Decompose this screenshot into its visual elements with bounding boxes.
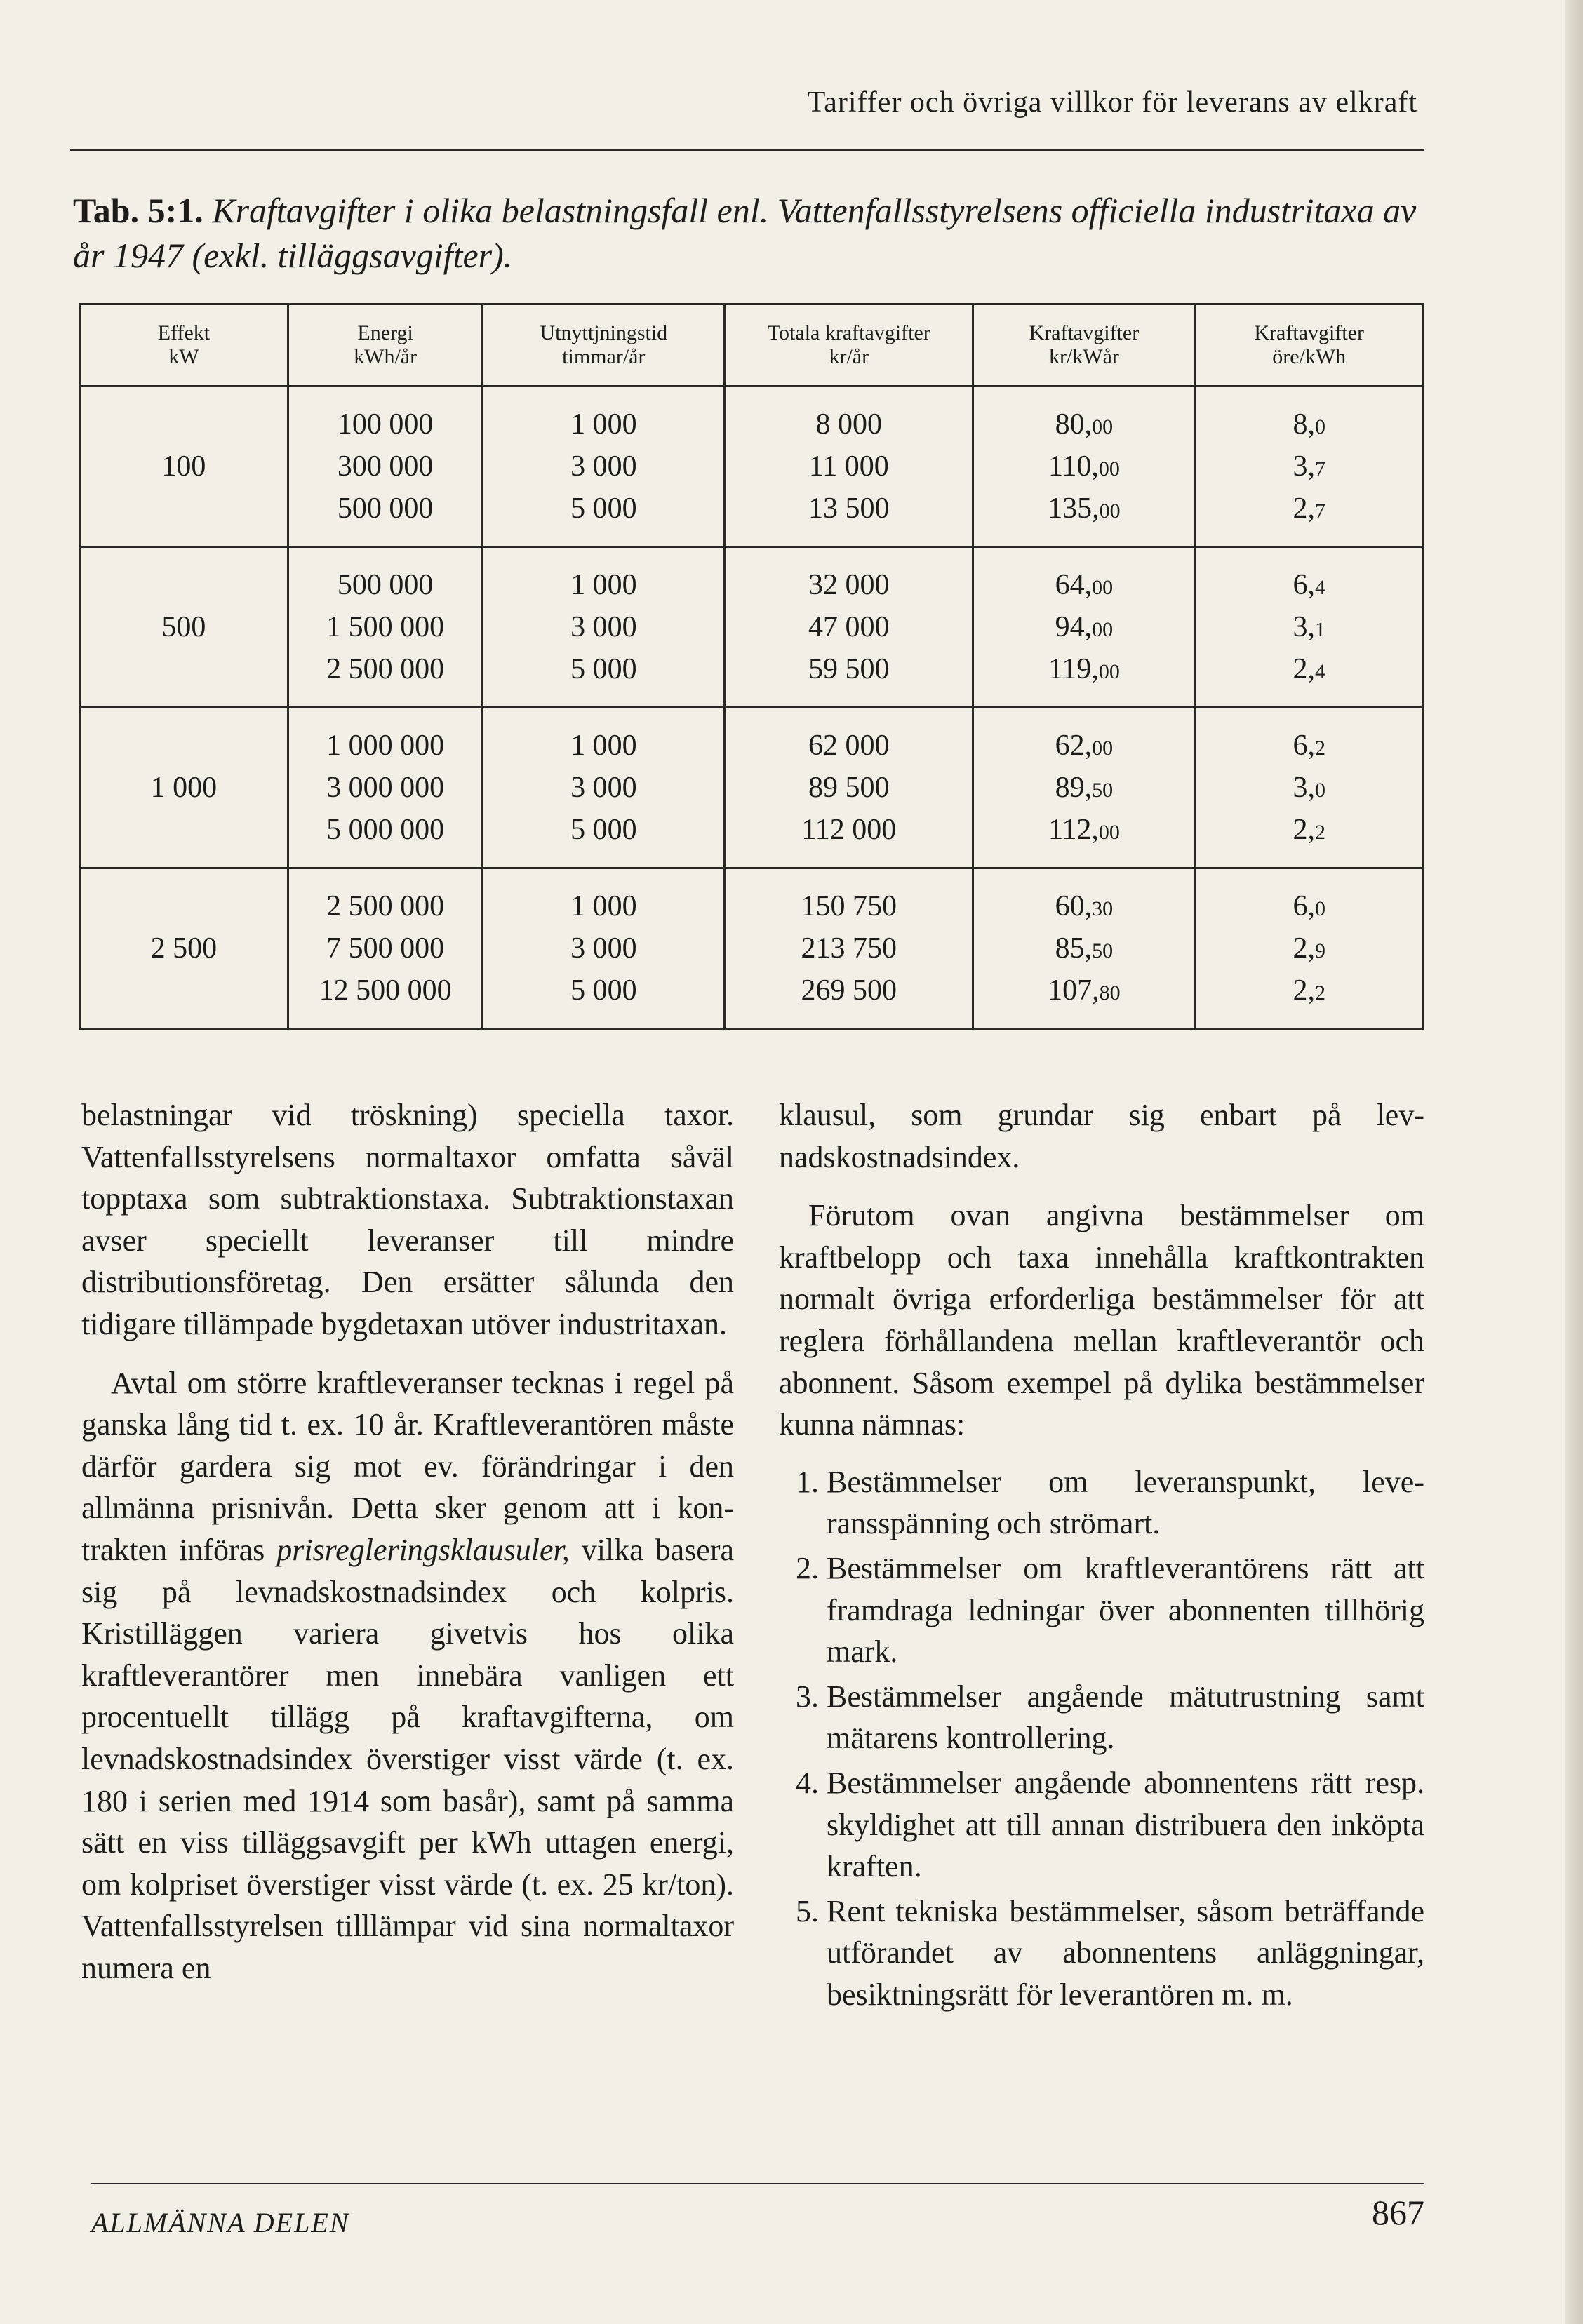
cell-totala: 62 000 89 500 112 000: [725, 708, 973, 868]
cell-tid: 1 000 3 000 5 000: [483, 708, 725, 868]
list-item: 3. Bestämmelser angående mätutrustning samt mätarens kontrollering.: [827, 1676, 1424, 1759]
cell-ore-kwh: 8,0 3,7 2,7: [1195, 387, 1424, 547]
provisions-list: [779, 1461, 1424, 2016]
table-caption: [73, 188, 1427, 278]
table-row-group: [80, 868, 1424, 1029]
header-effekt: Effekt kW: [80, 304, 288, 387]
cell-kr-kwar: 60,30 85,50 107,80: [973, 868, 1195, 1029]
footer-rule: [91, 2183, 1424, 2184]
cell-energi: 2 500 000 7 500 000 12 500 000: [288, 868, 483, 1029]
left-paragraph-1: belastningar vid tröskning) speciella taxor. Vattenfallsstyrelsens normaltaxor omfatta såväl topptaxa som subtraktionstaxa. Subtraktionstaxan avser speciellt leveranser till mindre distributionsföretag. Den ersätter sålunda den tidigare tillämpade bygdetaxan utöver industritaxan.: [81, 1098, 734, 1341]
emphasis-term: prisregleringsklausuler,: [276, 1532, 570, 1567]
right-paragraph-1: klausul, som grundar sig enbart på levnadskostnadsindex.: [779, 1098, 1424, 1174]
cell-ore-kwh: 6,0 2,9 2,2: [1195, 868, 1424, 1029]
right-column: [779, 1094, 1424, 2018]
tariff-table: [79, 303, 1424, 1030]
list-item: 4. Bestämmelser angående abonnentens rätt resp. skyldighet att till annan distribuera den inköpta kraften.: [827, 1762, 1424, 1888]
list-item: 2. Bestämmelser om kraftleverantörens rätt att framdraga ledningar över abonnenten tillhörig mark.: [827, 1547, 1424, 1673]
cell-ore-kwh: 6,4 3,1 2,4: [1195, 547, 1424, 708]
header-rule: [70, 149, 1424, 151]
caption-label: Tab. 5:1.: [73, 191, 203, 230]
cell-effekt: 2 500: [80, 868, 288, 1029]
cell-kr-kwar: 64,00 94,00 119,00: [973, 547, 1195, 708]
table-row-group: [80, 708, 1424, 868]
header-utnyttjningstid: Utnyttjningstid timmar/år: [483, 304, 725, 387]
section-name: ALLMÄNNA DELEN: [91, 2207, 350, 2238]
cell-kr-kwar: 80,00 110,00 135,00: [973, 387, 1195, 547]
caption-title: Kraftavgifter i olika belastningsfall enl. Vattenfallsstyrelsens officiella industritaxa av år 1947 (exkl. tilläggsavgifter).: [73, 191, 1417, 275]
cell-totala: 150 750 213 750 269 500: [725, 868, 973, 1029]
table-row-group: [80, 387, 1424, 547]
cell-tid: 1 000 3 000 5 000: [483, 387, 725, 547]
header-ore-kwh: Kraftavgifter öre/kWh: [1195, 304, 1424, 387]
left-column: [81, 1094, 734, 1989]
header-energi: Energi kWh/år: [288, 304, 483, 387]
page-edge: [1565, 0, 1583, 2324]
cell-totala: 8 000 11 000 13 500: [725, 387, 973, 547]
table-header-row: [80, 304, 1424, 387]
right-paragraph-2: Förutom ovan angivna bestämmelser om kraftbelopp och taxa innehålla kraftkontrakten normalt övriga erforderliga bestämmelser för att reglera förhållandena mellan kraftleverantör och abonnent. Såsom exempel på dylika bestämmelser kunna nämnas:: [779, 1198, 1424, 1442]
cell-ore-kwh: 6,2 3,0 2,2: [1195, 708, 1424, 868]
cell-effekt: 500: [80, 547, 288, 708]
cell-tid: 1 000 3 000 5 000: [483, 868, 725, 1029]
list-item: 5. Rent tekniska bestämmelser, såsom beträffande utförandet av abonnentens anläggningar, besiktningsrätt för leverantören m. m.: [827, 1890, 1424, 2016]
cell-energi: 500 000 1 500 000 2 500 000: [288, 547, 483, 708]
cell-totala: 32 000 47 000 59 500: [725, 547, 973, 708]
running-head: Tariffer och övriga villkor för leverans av elkraft: [807, 86, 1417, 119]
cell-effekt: 100: [80, 387, 288, 547]
cell-tid: 1 000 3 000 5 000: [483, 547, 725, 708]
cell-energi: 1 000 000 3 000 000 5 000 000: [288, 708, 483, 868]
cell-kr-kwar: 62,00 89,50 112,00: [973, 708, 1195, 868]
list-item: 1. Bestämmelser om leveranspunkt, leveransspänning och strömart.: [827, 1461, 1424, 1545]
cell-effekt: 1 000: [80, 708, 288, 868]
header-totala: Totala kraftavgifter kr/år: [725, 304, 973, 387]
page-number: 867: [1372, 2193, 1424, 2232]
table-row-group: [80, 547, 1424, 708]
left-paragraph-2: Avtal om större kraftleveranser tecknas i regel på ganska lång tid t. ex. 10 år. Kraftleverantören måste därför gardera sig mot ev. förändringar i den allmänna prisnivån. Detta sker genom att i kontrakten införas prisregleringsklausuler, vilka basera sig på levnadskostnadsindex och kolpris. Kristilläggen variera givetvis hos olika kraftleverantörer men innebära vanligen ett procentuellt tillägg på kraftavgifterna, om levnadskostnadsindex överstiger visst värde (t. ex. 180 i serien med 1914 som basår), samt på samma sätt en viss tilläggsavgift per kWh uttagen energi, om kolpriset överstiger visst värde (t. ex. 25 kr/ton). Vattenfallsstyrelsen tilllämpar vid sina normaltaxor numera en: [81, 1365, 734, 1985]
cell-energi: 100 000 300 000 500 000: [288, 387, 483, 547]
header-kr-kwar: Kraftavgifter kr/kWår: [973, 304, 1195, 387]
